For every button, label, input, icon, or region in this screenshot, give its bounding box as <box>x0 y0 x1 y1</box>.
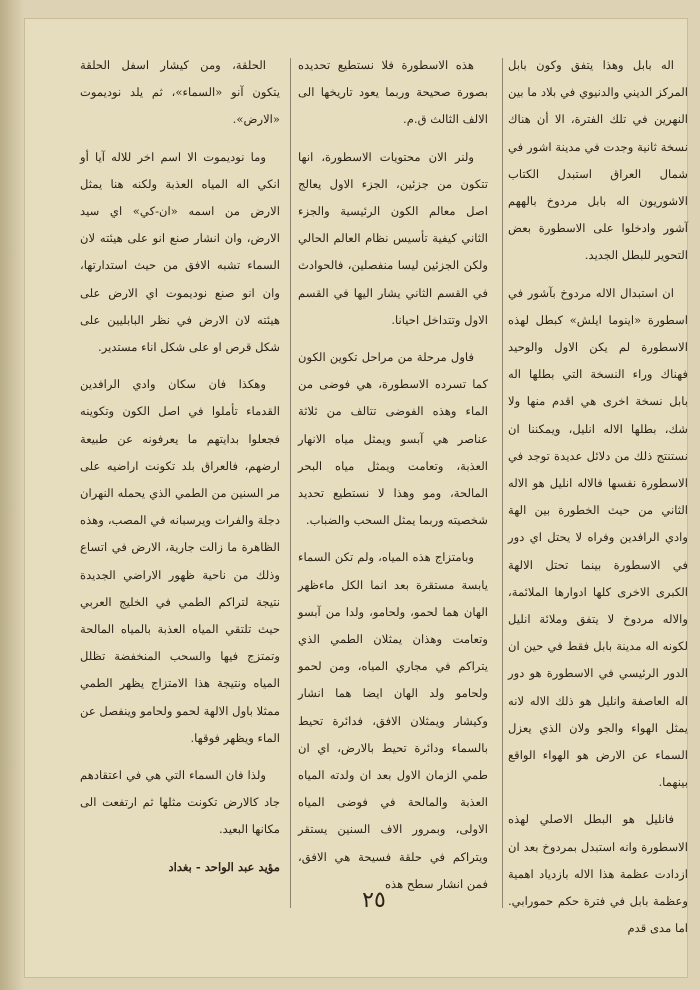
article-column-middle <box>298 52 488 908</box>
paragraph: وهكذا فان سكان وادي الرافدين القدماء تأملوا في اصل الكون وتكوينه فجعلوا بدايتهم ما يعرفونه عن طبيعة ارضهم، فالعراق بلد تكونت اراضيه على مر السنين من الطمي الذي يحمله النهران دجلة والفرات ويرسبانه في المصب، وهذه الظاهرة ما زالت جارية، الارض في اتساع وذلك من ناحية ظهور الاراضي الجديدة نتيجة لتراكم الطمي في الخليج العربي حيث تلتقي المياه العذبة بالمياه المالحة وتمتزج فيها والسحب المنخفضة تظلل المياه ونتيجة هذا الامتزاج يظهر الطمي ممثلا باول الالهة لحمو ولحامو وينفصل عن الماء ويظهر فوقها. <box>80 377 280 745</box>
page-number: ٢٥ <box>362 888 386 913</box>
paragraph: فانليل هو البطل الاصلي لهذه الاسطورة وانه استبدل بمردوخ بعد ان ازدادت عظمة هذا الاله بازدياد اهمية وعظمة بابل في فترة حكم حمورابي. اما مدى قدم <box>508 812 688 936</box>
magazine-page <box>24 18 688 978</box>
paragraph: وبامتزاج هذه المياه، ولم تكن السماء يابسة مستقرة بعد انما الكل ماءظهر الهان هما لحمو، ولحامو، ولدا من آبسو وتعامت وهذان يمثلان الطمي الذي يتراكم في مجاري المياه، ومن لحمو ولحامو ولد الهان ايضا هما انشار وكيشار ويمثلان الافق، فدائرة تحيط بالسماء ودائرة تحيط بالارض، اي ان طمي الزمان الاول بعد ان ولدته المياه العذبة والمالحة في فوضى المياه الاولى، وبمرور الاف السنين يستقر ويتراكم في حلقة فسيحة هي الافق، فمن انشار سطح هذه <box>298 550 488 891</box>
column-divider <box>502 58 503 908</box>
column-divider <box>290 58 291 908</box>
paragraph: ولنر الان محتويات الاسطورة، انها تتكون من جزئين، الجزء الاول يعالج اصل معالم الكون الرئيسية والجزء الثاني كيفية تأسيس نظام العالم الحالي ولكن الجزئين ليسا منفصلين، فالحوادث في القسم الثاني يشار اليها في القسم الاول وتتداخل احيانا. <box>298 149 488 327</box>
paragraph: وما نوديموت الا اسم اخر للاله آيا أو انكي اله المياه العذبة ولكنه هنا يمثل الارض من اسمه «ان-كي» اي سيد الارض، وان انشار صنع انو على هيئته لان السماء تشبه الافق من حيث استدارتها، وان انو صنع نوديموت اي الارض على هيئته لان الارض في نظر البابليين على شكل قرص او على شكل اناء مستدير. <box>80 149 280 355</box>
paragraph: هذه الاسطورة فلا نستطيع تحديده بصورة صحيحة وربما يعود تاريخها الى الالف الثالث ق.م. <box>298 58 488 127</box>
article-column-left <box>80 52 280 891</box>
author-signature: مؤيد عبد الواحد - بغداد <box>168 859 280 874</box>
paragraph: اله بابل وهذا يتفق وكون بابل المركز الديني والدنيوي في بلاد ما بين النهرين في تلك الفترة، الا أن هناك نسخة ثانية وجدت في مدينة اشور في شمال العراق استبدل الكتاب الاشوريون اله بابل مردوخ بالههم آشور وادخلوا على الاسطورة بعض التحوير للبطل الجديد. <box>508 58 688 263</box>
paragraph: فاول مرحلة من مراحل تكوين الكون كما تسرده الاسطورة، هي فوضى من الماء وهذه الفوضى تتالف من ثلاثة عناصر هي آبسو ويمثل مياه الانهار العذبة، وتعامت ويمثل مياه البحر المالحة، ومو وهذا لا نستطيع تحديد شخصيته وربما يمثل السحب والضباب. <box>298 350 488 528</box>
page-edge-shadow <box>0 0 24 990</box>
paragraph: الحلقة، ومن كيشار اسفل الحلقة يتكون آنو «السماء»، ثم يلد نوديموت «الارض». <box>80 58 280 127</box>
paragraph: ان استبدال الاله مردوخ بآشور في اسطورة «اينوما ايلش» كبطل لهذه الاسطورة لم يكن الاول والوحيد فهناك وراء النسخة التي بطلها اله بابل نسخة اخرى هي اقدم منها ولا شك، بطلها الاله انليل، ويمكننا ان نستنتج ذلك من دلائل عديدة توجد في الاسطورة نفسها فالاله انليل هو الاله الثاني من حيث الخطورة بين الهة وادي الرافدين وفراه لا يحتل اي دور في الاسطورة بينما تحتل الالهة الكبرى الاخرى كلها ادوارها الملائمة، والاله مردوخ لا يتفق وملائة انليل لكونه اله مدينة بابل فقط في حين ان الدور الرئيسي في الاسطورة هو دور اله العاصفة وانليل هو ذلك الاله لانه يمثل الهواء والجو ولان الذي يعزل السماء عن الارض هو الهواء الواقع بينهما. <box>508 285 688 790</box>
paragraph: ولذا فان السماء التي هي في اعتقادهم جاد كالارض تكونت مثلها ثم ارتفعت الى مكانها البعيد. <box>80 768 280 837</box>
article-column-right <box>508 52 688 953</box>
